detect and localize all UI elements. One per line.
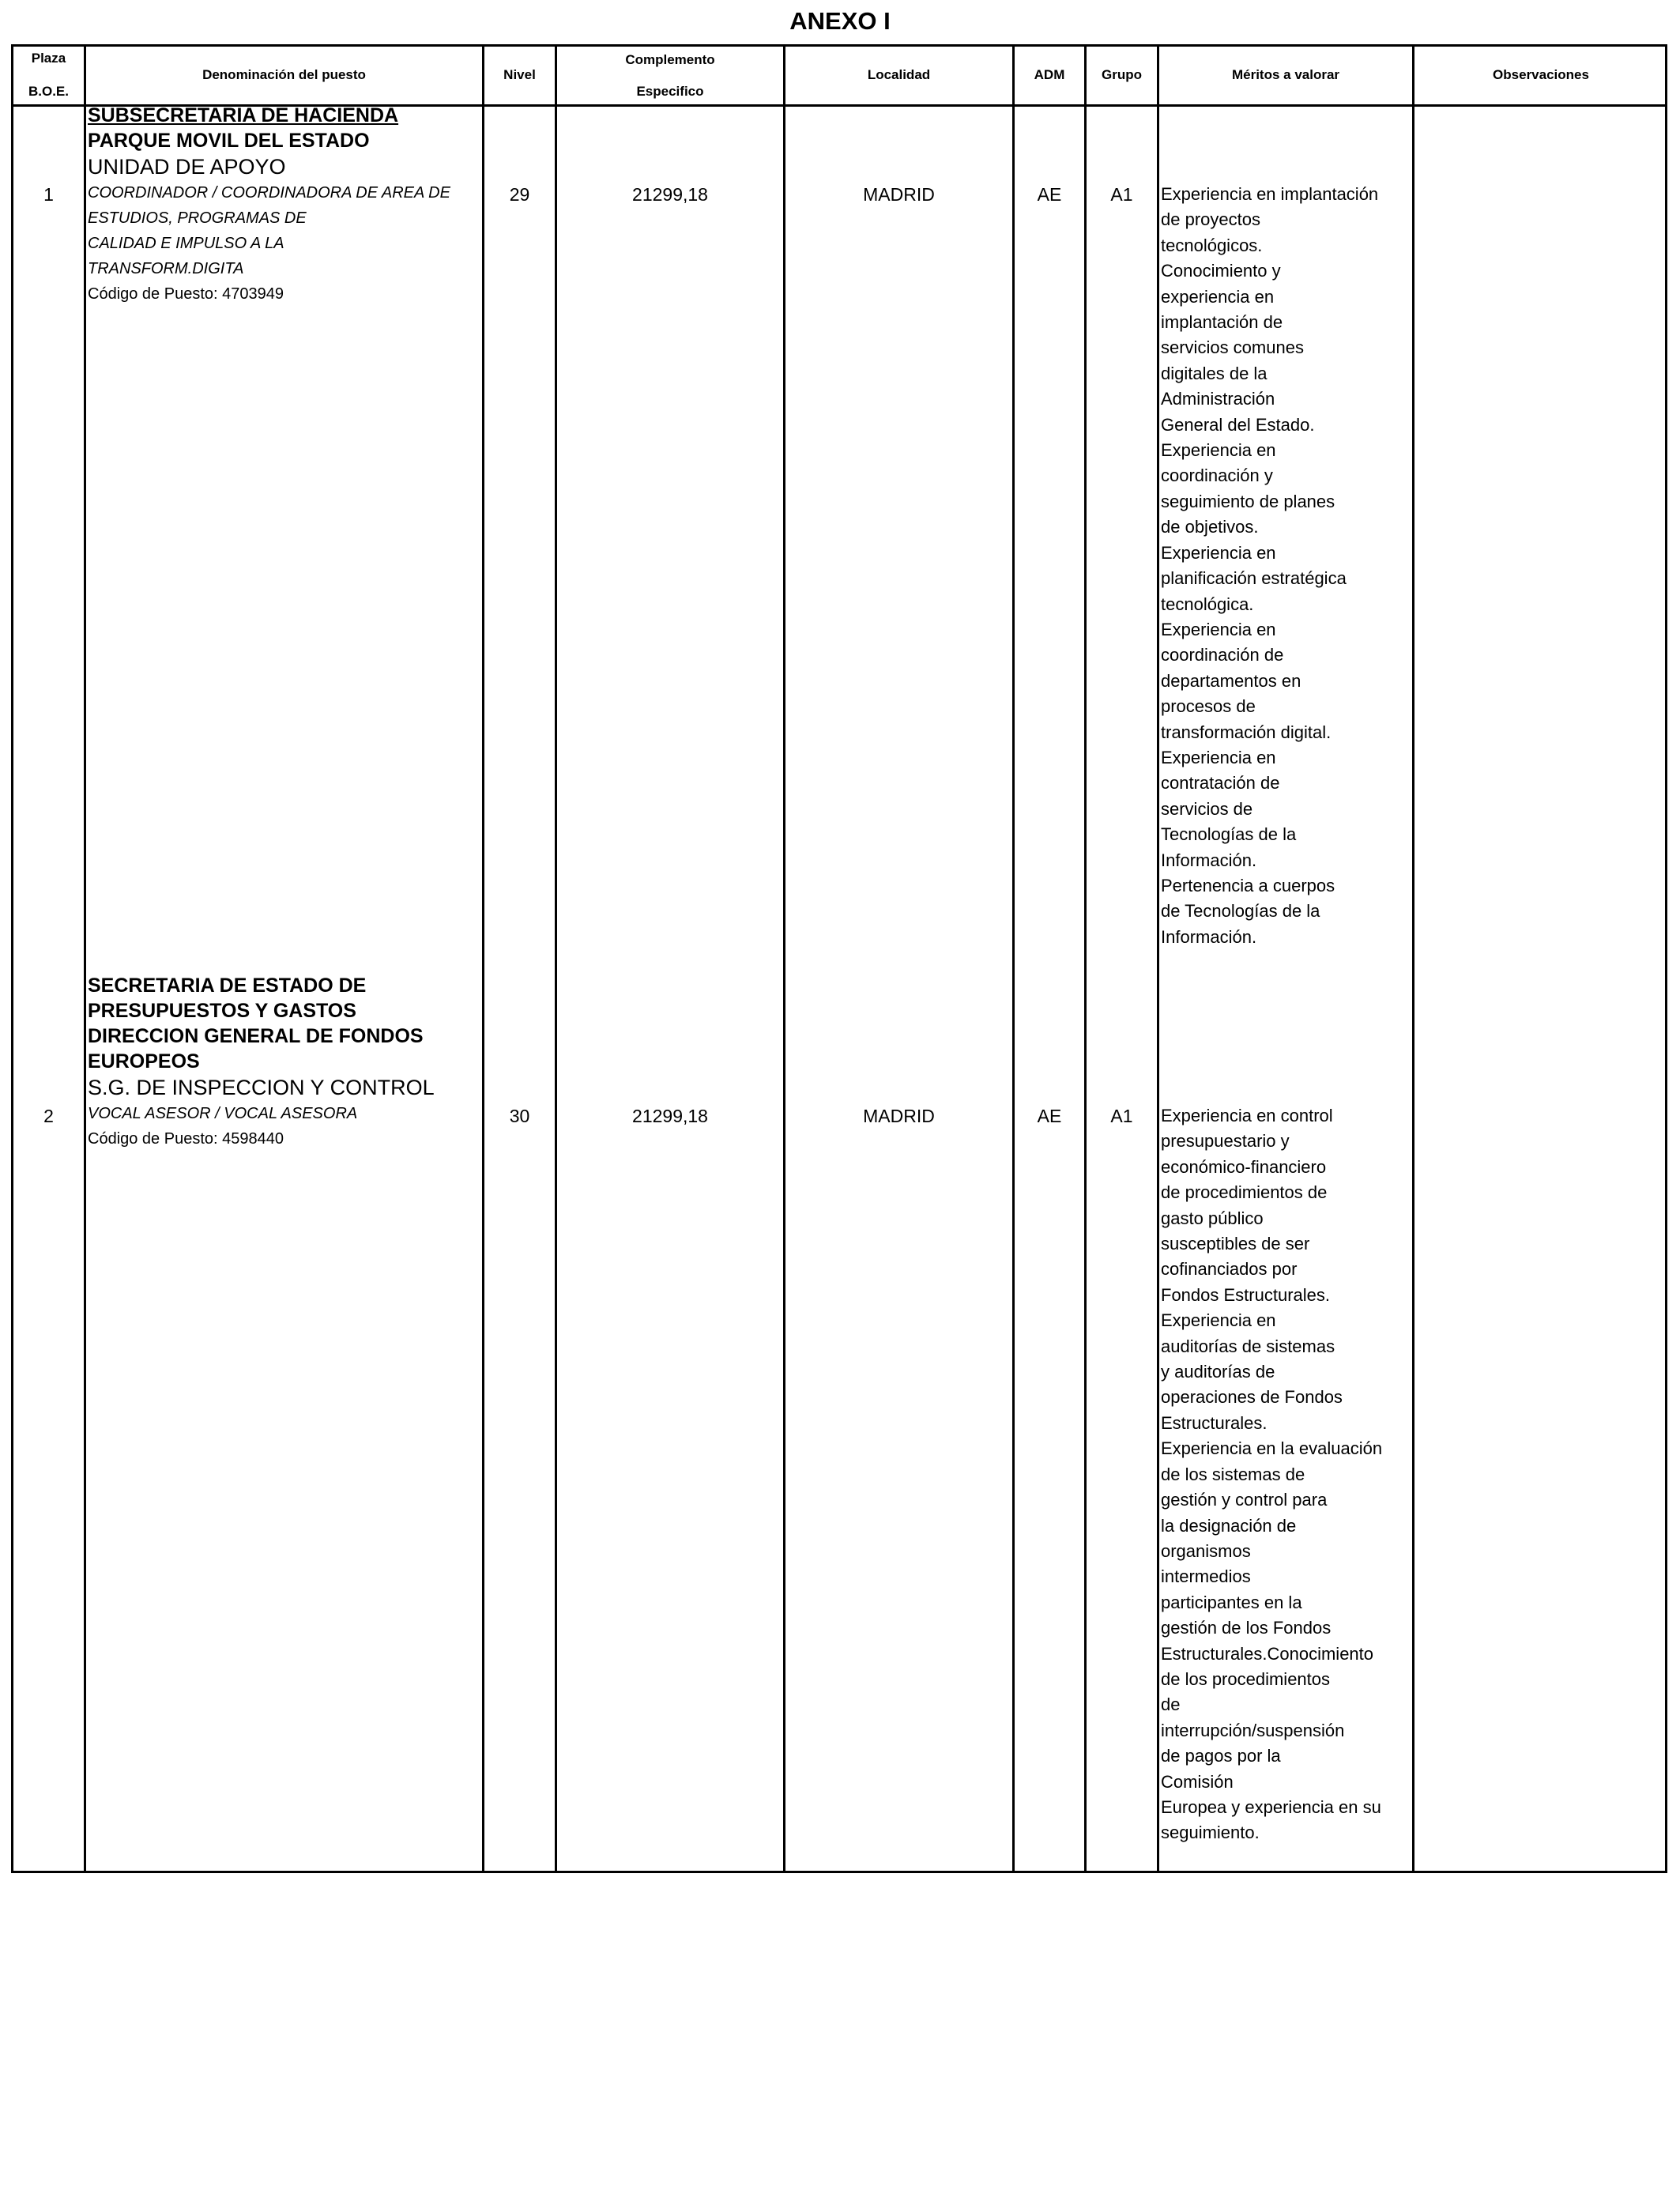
nivel-value: 29	[509, 184, 530, 205]
complemento-value: 21299,18	[632, 184, 708, 205]
denominacion-block	[88, 973, 481, 1152]
header-complemento: Complemento	[625, 52, 715, 67]
header-observaciones: Observaciones	[1493, 67, 1589, 82]
meritos-text: Experiencia en control presupuestario y económico-financiero de procedimientos de gasto público susceptibles de ser cofinanciados por Fondos Estructurales. Experiencia en auditorías de sistemas y auditorías de operaciones de Fondos Estructurales. Experiencia en la evaluación de los sistemas de gestión y control para la designación de organismos intermedios participantes en la gestión de los Fondos Estructurales.Conocimiento de los procedimientos de interrupción/suspensión de pagos por la Comisión Europea y experiencia en su seguimiento.	[1161, 1106, 1383, 1843]
header-especifico: Especifico	[636, 84, 704, 99]
header-adm: ADM	[1034, 67, 1065, 82]
column-divider	[783, 44, 785, 1873]
nivel-value: 30	[509, 1106, 530, 1126]
organismo-name: SECRETARIA DE ESTADO DE PRESUPUESTOS Y GASTOS	[88, 974, 367, 1022]
organismo-name: SUBSECRETARIA DE HACIENDA	[88, 104, 399, 126]
denominacion-block	[88, 103, 481, 307]
column-divider	[1084, 44, 1087, 1873]
localidad-value: MADRID	[863, 1106, 935, 1126]
table-frame	[11, 44, 1667, 1873]
column-divider	[84, 44, 86, 1873]
adm-value: AE	[1037, 1106, 1062, 1126]
meritos-text: Experiencia en implantación de proyectos tecnológicos. Conocimiento y experiencia en implantación de servicios comunes digitales de la Administración General del Estado. Experiencia en coordinación y seguimiento de planes de objetivos. Experiencia en planificación estratégica tecnológica. Experiencia en coordinación de departamentos en procesos de transformación digital. Experiencia en contratación de servicios de Tecnologías de la Información. Pertenencia a cuerpos de Tecnologías de la Información.	[1161, 184, 1379, 947]
header-grupo: Grupo	[1102, 67, 1142, 82]
grupo-value: A1	[1110, 184, 1133, 205]
header-denominacion: Denominación del puesto	[202, 67, 366, 82]
organismo-subname: PARQUE MOVIL DEL ESTADO	[88, 130, 370, 152]
header-localidad: Localidad	[867, 67, 931, 82]
unidad-name: S.G. DE INSPECCION Y CONTROL	[88, 1076, 435, 1099]
column-divider	[1412, 44, 1414, 1873]
grupo-value: A1	[1110, 1106, 1133, 1126]
column-divider	[555, 44, 557, 1873]
header-meritos: Méritos a valorar	[1231, 67, 1340, 82]
header-nivel: Nivel	[503, 67, 536, 82]
unidad-name: UNIDAD DE APOYO	[88, 155, 286, 179]
plaza-number: 1	[43, 184, 54, 205]
localidad-value: MADRID	[863, 184, 935, 205]
complemento-value: 21299,18	[632, 1106, 708, 1126]
codigo-puesto: Código de Puesto: 4598440	[88, 1130, 284, 1148]
column-divider	[1157, 44, 1159, 1873]
puesto-name: VOCAL ASESOR / VOCAL ASESORA	[88, 1105, 358, 1122]
header-plaza-boe: B.O.E.	[28, 84, 69, 99]
codigo-puesto: Código de Puesto: 4703949	[88, 285, 284, 303]
adm-value: AE	[1037, 184, 1062, 205]
column-divider	[482, 44, 484, 1873]
header-plaza: Plaza	[31, 51, 66, 66]
organismo-subname: DIRECCION GENERAL DE FONDOS EUROPEOS	[88, 1025, 424, 1072]
column-divider	[1012, 44, 1015, 1873]
plaza-number: 2	[43, 1106, 54, 1126]
puesto-name: COORDINADOR / COORDINADORA DE AREA DE ESTUDIOS, PROGRAMAS DE CALIDAD E IMPULSO A LA TRANSFORM.DIGITA	[88, 184, 450, 277]
page-title: ANEXO I	[789, 7, 891, 35]
